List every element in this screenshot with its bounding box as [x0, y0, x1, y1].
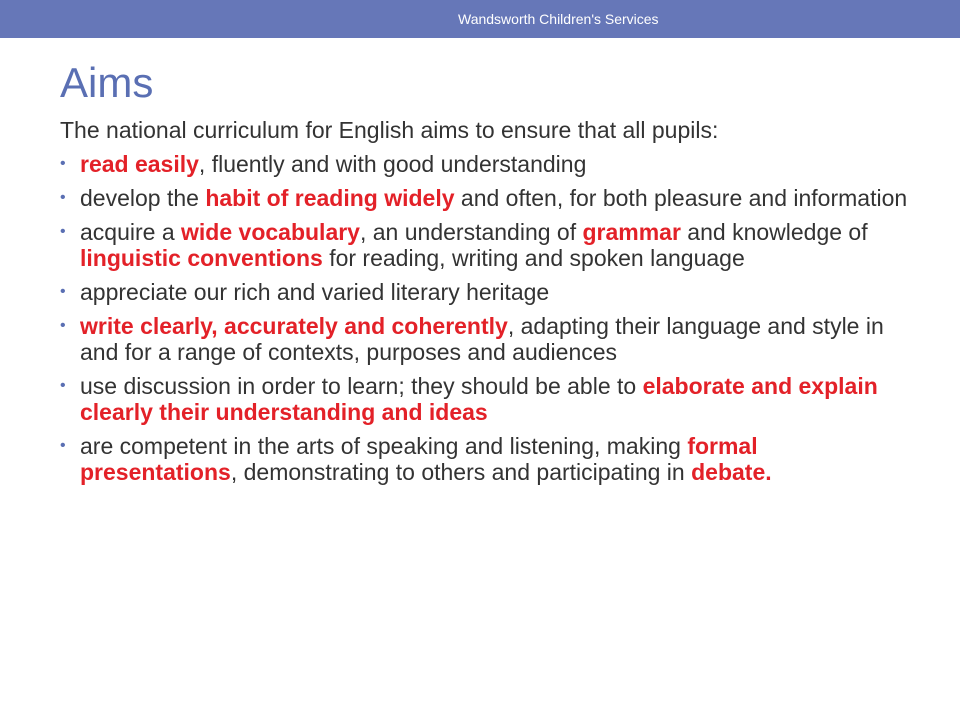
- item-text: and often, for both pleasure and information: [454, 185, 908, 211]
- aim-item: [60, 373, 920, 425]
- item-text: , demonstrating to others and participating in: [230, 459, 692, 485]
- item-text: acquire a: [80, 219, 182, 245]
- aim-item: [60, 313, 920, 365]
- highlighted-text: write clearly, accurately and coherently: [80, 313, 508, 339]
- intro-text: The national curriculum for English aims to ensure that all pupils:: [60, 117, 719, 143]
- aim-item: [60, 433, 920, 485]
- aims-list: [60, 151, 920, 485]
- slide-title: Aims: [60, 59, 154, 106]
- aim-item: [60, 185, 920, 211]
- aim-item: [60, 219, 920, 271]
- highlighted-text: habit of reading widely: [205, 185, 455, 211]
- highlighted-text: formal presentations: [80, 433, 758, 485]
- item-text: , fluently and with good understanding: [198, 151, 587, 177]
- item-text: appreciate our rich and varied literary heritage: [80, 279, 550, 305]
- bullet-icon: •: [60, 317, 66, 334]
- header-bar: [0, 0, 960, 38]
- bullet-icon: •: [60, 189, 66, 206]
- aim-item: [60, 279, 920, 305]
- slide-body: [60, 117, 920, 493]
- organization-name: Wandsworth Children's Services: [458, 11, 659, 27]
- bullet-icon: •: [60, 283, 66, 300]
- item-text: are competent in the arts of speaking and listening, making: [80, 433, 688, 459]
- highlighted-text: grammar: [582, 219, 681, 245]
- bullet-icon: •: [60, 377, 66, 394]
- aim-item: [60, 151, 920, 177]
- item-text: and knowledge of: [680, 219, 868, 245]
- highlighted-text: wide vocabulary: [181, 219, 360, 245]
- item-text: develop the: [80, 185, 206, 211]
- item-text: , an understanding of: [359, 219, 583, 245]
- highlighted-text: linguistic conventions: [80, 245, 323, 271]
- bullet-icon: •: [60, 437, 66, 454]
- item-text: for reading, writing and spoken language: [322, 245, 745, 271]
- item-text: , adapting their language and style in and for a range of contexts, purposes and audiences: [80, 313, 884, 365]
- bullet-icon: •: [60, 155, 66, 172]
- bullet-icon: •: [60, 223, 66, 240]
- highlighted-text: debate.: [691, 459, 772, 485]
- item-text: use discussion in order to learn; they should be able to: [80, 373, 643, 399]
- highlighted-text: read easily: [80, 151, 199, 177]
- highlighted-text: elaborate and explain clearly their understanding and ideas: [80, 373, 878, 425]
